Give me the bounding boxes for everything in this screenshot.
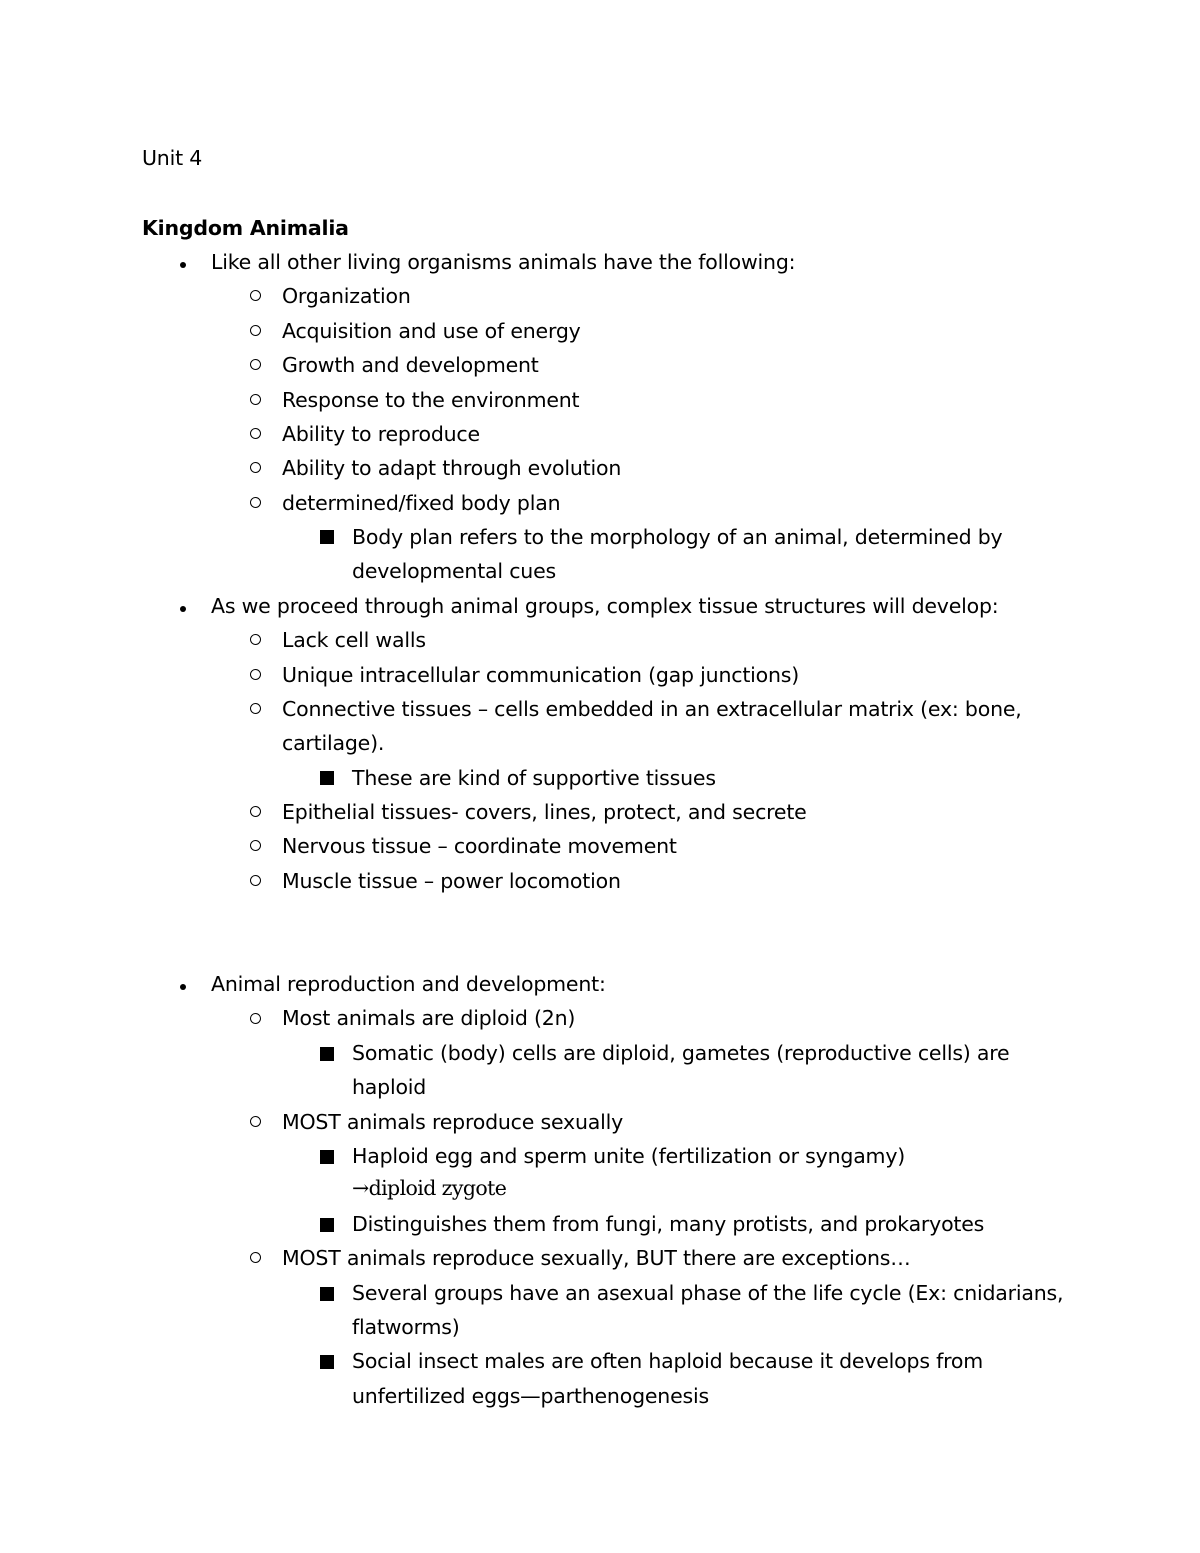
bullet-circle-icon xyxy=(250,428,261,439)
unit-title: Unit 4 xyxy=(142,146,203,170)
list-item: Ability to adapt through evolution xyxy=(282,456,622,480)
list-item: Epithelial tissues- covers, lines, protect, and secrete xyxy=(282,800,807,824)
section1-intro: Like all other living organisms animals have the following: xyxy=(211,250,796,274)
bullet-circle-icon xyxy=(250,394,261,405)
bullet-square-icon xyxy=(320,530,334,544)
bullet-circle-icon xyxy=(250,1013,261,1024)
bullet-circle-icon xyxy=(250,359,261,370)
bullet-square-icon xyxy=(320,1150,334,1164)
bullet-circle-icon xyxy=(250,806,261,817)
bullet-circle-icon xyxy=(250,497,261,508)
bullet-dot-icon xyxy=(180,262,186,268)
sub-list-item: Social insect males are often haploid because it develops from xyxy=(352,1349,984,1373)
list-item-continued: cartilage). xyxy=(282,731,385,755)
sub-list-item: Distinguishes them from fungi, many protists, and prokaryotes xyxy=(352,1212,985,1236)
sub-list-item-continued: unfertilized eggs—parthenogenesis xyxy=(352,1384,709,1408)
section3-intro: Animal reproduction and development: xyxy=(211,972,606,996)
bullet-circle-icon xyxy=(250,703,261,714)
bullet-circle-icon xyxy=(250,840,261,851)
list-item: Acquisition and use of energy xyxy=(282,319,581,343)
bullet-square-icon xyxy=(320,1355,334,1369)
bullet-dot-icon xyxy=(180,606,186,612)
list-item: MOST animals reproduce sexually, BUT there are exceptions… xyxy=(282,1246,911,1270)
section-heading: Kingdom Animalia xyxy=(142,216,349,240)
bullet-square-icon xyxy=(320,1218,334,1232)
list-item: Ability to reproduce xyxy=(282,422,480,446)
list-item: Connective tissues – cells embedded in an extracellular matrix (ex: bone, xyxy=(282,697,1022,721)
list-item: Response to the environment xyxy=(282,388,580,412)
sub-list-item-continued: flatworms) xyxy=(352,1315,460,1339)
list-item: Muscle tissue – power locomotion xyxy=(282,869,621,893)
sub-list-item: Somatic (body) cells are diploid, gametes (reproductive cells) are xyxy=(352,1041,1010,1065)
bullet-circle-icon xyxy=(250,462,261,473)
bullet-circle-icon xyxy=(250,875,261,886)
sub-list-item: Several groups have an asexual phase of the life cycle (Ex: cnidarians, xyxy=(352,1281,1064,1305)
list-item: Lack cell walls xyxy=(282,628,426,652)
list-item: determined/fixed body plan xyxy=(282,491,561,515)
sub-list-item-continued: developmental cues xyxy=(352,559,556,583)
sub-list-item: Haploid egg and sperm unite (fertilization or syngamy) xyxy=(352,1144,906,1168)
bullet-circle-icon xyxy=(250,290,261,301)
sub-list-item-continued: →diploid zygote xyxy=(352,1176,507,1200)
list-item: Unique intracellular communication (gap junctions) xyxy=(282,663,800,687)
bullet-square-icon xyxy=(320,771,334,785)
bullet-circle-icon xyxy=(250,1252,261,1263)
bullet-square-icon xyxy=(320,1287,334,1301)
sub-list-item: Body plan refers to the morphology of an animal, determined by xyxy=(352,525,1003,549)
bullet-circle-icon xyxy=(250,634,261,645)
sub-list-item: These are kind of supportive tissues xyxy=(352,766,716,790)
list-item: Nervous tissue – coordinate movement xyxy=(282,834,677,858)
list-item: MOST animals reproduce sexually xyxy=(282,1110,624,1134)
list-item: Most animals are diploid (2n) xyxy=(282,1006,576,1030)
bullet-square-icon xyxy=(320,1047,334,1061)
bullet-circle-icon xyxy=(250,1116,261,1127)
list-item: Organization xyxy=(282,284,411,308)
bullet-circle-icon xyxy=(250,325,261,336)
section2-intro: As we proceed through animal groups, complex tissue structures will develop: xyxy=(211,594,999,618)
bullet-circle-icon xyxy=(250,669,261,680)
sub-list-item-continued: haploid xyxy=(352,1075,427,1099)
bullet-dot-icon xyxy=(180,984,186,990)
list-item: Growth and development xyxy=(282,353,539,377)
